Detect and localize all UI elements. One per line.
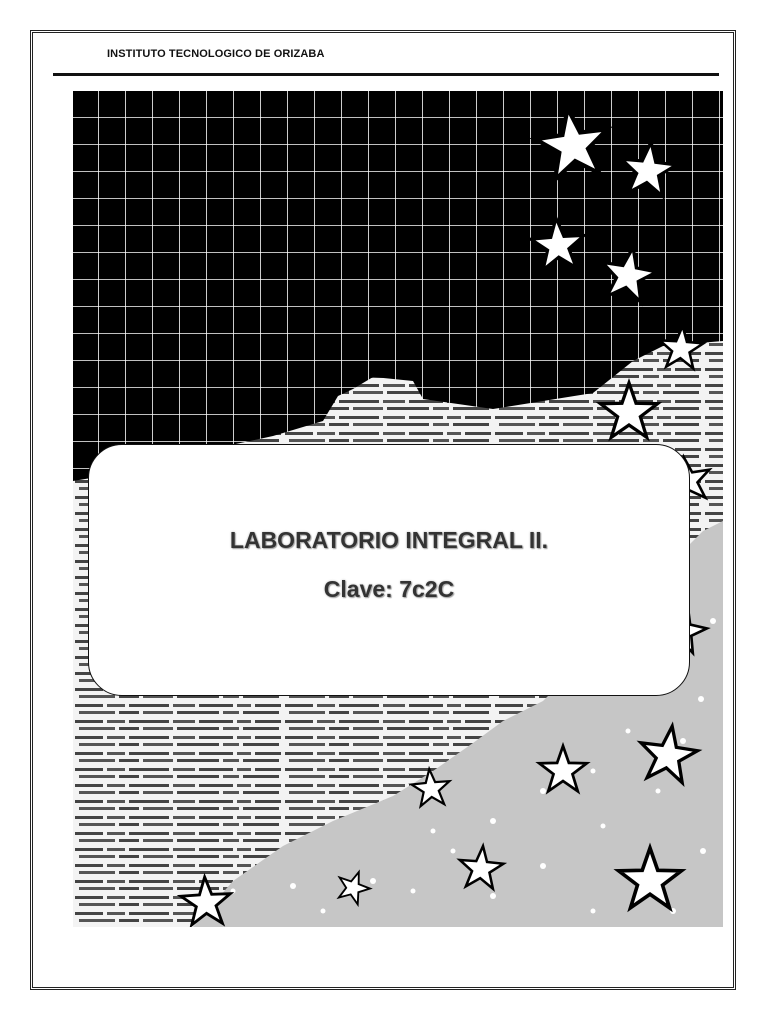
- course-code: Clave: 7c2C: [323, 576, 455, 602]
- title-box: [88, 444, 690, 696]
- header-rule: [53, 73, 719, 76]
- course-title: LABORATORIO INTEGRAL II.: [229, 527, 549, 553]
- institution-header: INSTITUTO TECNOLOGICO DE ORIZABA: [107, 48, 325, 60]
